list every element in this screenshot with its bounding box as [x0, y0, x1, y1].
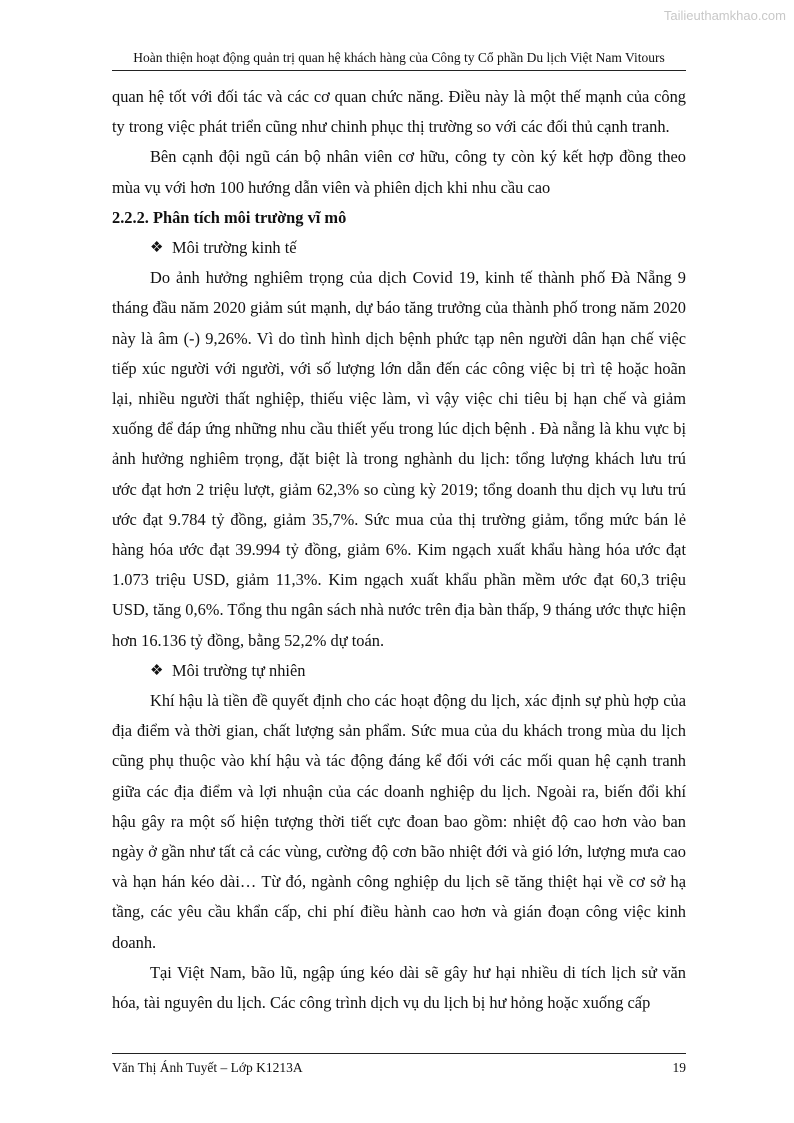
paragraph-5: Tại Việt Nam, bão lũ, ngập úng kéo dài sẽ gây hư hại nhiều di tích lịch sử văn hóa, tài nguyên du lịch. Các công trình dịch vụ du lịch bị hư hỏng hoặc xuống cấp — [112, 962, 686, 1013]
bullet-natural-label: Môi trường tự nhiên — [172, 660, 306, 680]
diamond-bullet-icon: ❖ — [150, 240, 164, 257]
page-header: Hoàn thiện hoạt động quản trị quan hệ khách hàng của Công ty Cổ phần Du lịch Việt Nam Vitours — [112, 50, 686, 71]
footer-author: Văn Thị Ánh Tuyết – Lớp K1213A — [112, 1060, 303, 1075]
bullet-economic — [112, 233, 686, 263]
page-footer — [112, 1053, 686, 1076]
paragraph-1: quan hệ tốt với đối tác và các cơ quan chức năng. Điều này là một thế mạnh của công ty trong việc phát triển cũng như chinh phục thị trường so với các đối thủ cạnh tranh. — [112, 87, 686, 137]
diamond-bullet-icon: ❖ — [150, 662, 164, 679]
watermark-text: Tailieuthamkhao.com — [663, 8, 786, 23]
paragraph-3: Do ảnh hưởng nghiêm trọng của dịch Covid 19, kinh tế thành phố Đà Nẵng 9 tháng đầu năm 2020 giảm sút mạnh, dự báo tăng trưởng của thành phố trong năm 2020 này là âm (-) 9,26%. Vì do tình hình dịch bệnh phức tạp nên người dân hạn chế việc tiếp xúc người với người, với số lượng lớn dẫn đến các công việc bị trì tệ hoặc hoãn lại, nhiều người thất nghiệp, thiếu việc làm, vì vậy việc chi tiêu bị hạn chế và giảm xuống để đáp ứng những nhu cầu thiết yếu trong lúc dịch bệnh . Đà nẵng là khu vực bị ảnh hưởng nghiêm trọng, đặt biệt là trong nghành du lịch: tổng lượng khách lưu trú ước đạt hơn 2 triệu lượt, giảm 62,3% so cùng kỳ 2019; tổng doanh thu dịch vụ lưu trú ước đạt 9.784 tỷ đồng, giảm 35,7%. Sức mua của thị trường giảm, tổng mức bán lẻ hàng hóa ước đạt 39.994 tỷ đồng, giảm 6%. Kim ngạch xuất khẩu hàng hóa ước đạt 1.073 triệu USD, giảm 11,3%. Kim ngạch xuất khẩu phần mềm ước đạt 60,3 triệu USD, tăng 0,6%. Tổng thu ngân sách nhà nước trên địa bàn thấp, 9 tháng ước thực hiện hơn 16.136 tỷ đồng, bằng 52,2% dự toán. — [112, 268, 686, 650]
bullet-natural — [112, 656, 686, 686]
bullet-economic-label: Môi trường kinh tế — [172, 238, 297, 258]
page-content — [112, 82, 686, 1018]
page-number: 19 — [672, 1060, 686, 1075]
paragraph-4: Khí hậu là tiền đề quyết định cho các hoạt động du lịch, xác định sự phù hợp của địa điểm và thời gian, chất lượng sản phẩm. Sức mua của du khách trong mùa du lịch cũng phụ thuộc vào khí hậu và tác động đáng kể đối với các mối quan hệ cạnh tranh giữa các địa điểm và lợi nhuận của các doanh nghiệp du lịch. Ngoài ra, biến đổi khí hậu gây ra một số hiện tượng thời tiết cực đoan bao gồm: nhiệt độ cao hơn vào ban ngày ở gần như tất cả các vùng, cường độ cơn bão nhiệt đới và gió lớn, lượng mưa cao và hạn hán kéo dài… Từ đó, ngành công nghiệp du lịch sẽ tăng thiệt hại về cơ sở hạ tầng, các yêu cầu khẩn cấp, chi phí điều hành cao hơn và gián đoạn công việc kinh doanh. — [112, 691, 686, 952]
section-heading: 2.2.2. Phân tích môi trường vĩ mô — [112, 207, 347, 227]
paragraph-2: Bên cạnh đội ngũ cán bộ nhân viên cơ hữu, công ty còn ký kết hợp đồng theo mùa vụ với hơn 100 hướng dẫn viên và phiên dịch khi nhu cầu cao — [112, 147, 686, 197]
